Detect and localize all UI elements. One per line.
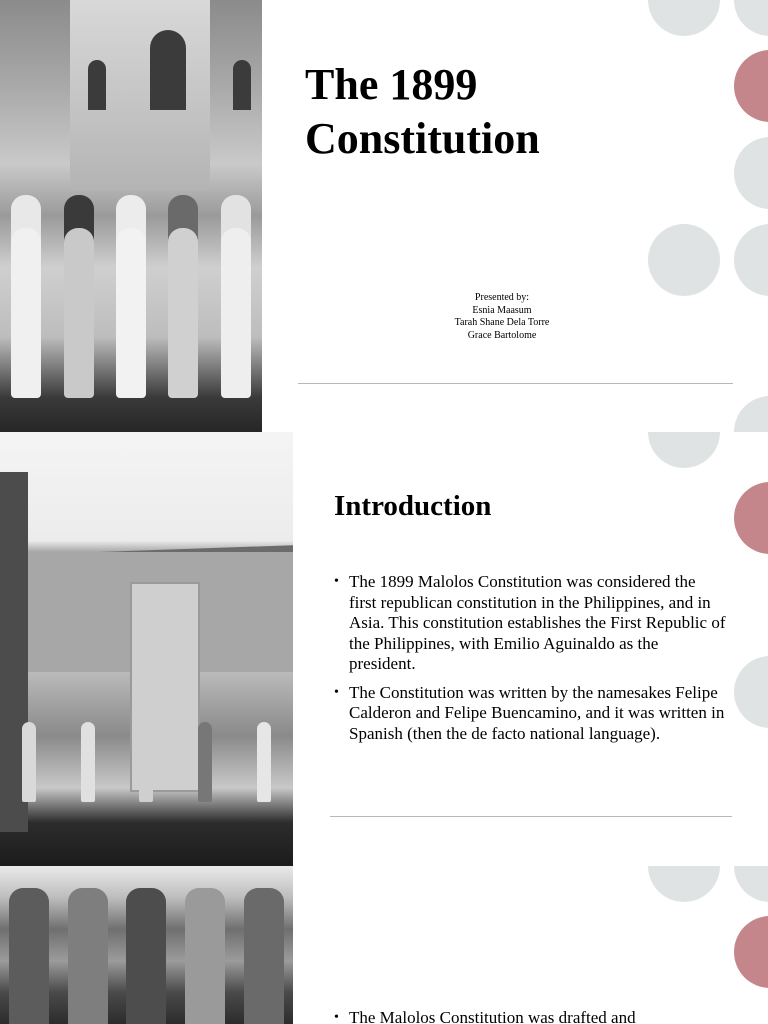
slide-divider	[298, 383, 733, 384]
decor-circle	[734, 866, 768, 902]
slide-drafting	[0, 866, 768, 1024]
bullet-text: The Constitution was written by the namesakes Felipe Calderon and Felipe Buencamino, and it was written in Spanish (then the de facto national language).	[349, 682, 725, 743]
presenter-name: Grace Bartolome	[467, 329, 537, 341]
bullet-text: The Malolos Constitution was drafted and	[349, 1008, 636, 1024]
decor-circle	[734, 224, 768, 296]
soldiers-row	[0, 888, 293, 1024]
bullet-item	[334, 1008, 726, 1024]
decor-circle	[648, 432, 720, 468]
decor-circle	[734, 396, 768, 432]
presenters-block	[402, 292, 602, 342]
decor-circle-accent	[734, 482, 768, 554]
bullet-item	[334, 683, 726, 745]
decor-circle-accent	[734, 50, 768, 122]
slide-title	[0, 0, 768, 432]
delegates-front-row	[0, 228, 262, 398]
decor-circle	[648, 866, 720, 902]
slide-divider	[330, 816, 732, 817]
people-row	[0, 722, 293, 802]
bullet-icon: •	[334, 684, 339, 700]
slide-heading: Introduction	[334, 490, 492, 522]
introduction-bullets	[334, 572, 726, 752]
delegates-group-photo	[0, 0, 262, 432]
presenters-label: Presented by:	[474, 292, 530, 303]
decor-circle	[648, 0, 720, 36]
presenter-name: Esnia Maasum	[472, 304, 532, 316]
decor-circle	[734, 0, 768, 36]
decor-circle	[648, 224, 720, 296]
revolutionaries-photo	[0, 866, 293, 1024]
decor-circle	[734, 656, 768, 728]
presentation-title: The 1899 Constitution	[305, 60, 540, 163]
drafting-bullets	[334, 1008, 726, 1024]
decor-circle	[734, 137, 768, 209]
bullet-text: The 1899 Malolos Constitution was considered the first republican constitution in the Philippines, and in Asia. This constitution establishes the First Republic of the Philippines, with Emilio Aguinaldo as the president.	[349, 572, 726, 673]
malolos-monument-photo	[0, 432, 293, 866]
decor-circle-accent	[734, 916, 768, 988]
bullet-icon: •	[334, 1010, 339, 1024]
presenter-name: Tarah Shane Dela Torre	[454, 317, 550, 328]
bullet-item	[334, 572, 726, 675]
altar-statue-left	[88, 60, 106, 110]
altar-statue	[150, 30, 186, 110]
altar-statue-right	[233, 60, 251, 110]
bullet-icon: •	[334, 574, 339, 589]
